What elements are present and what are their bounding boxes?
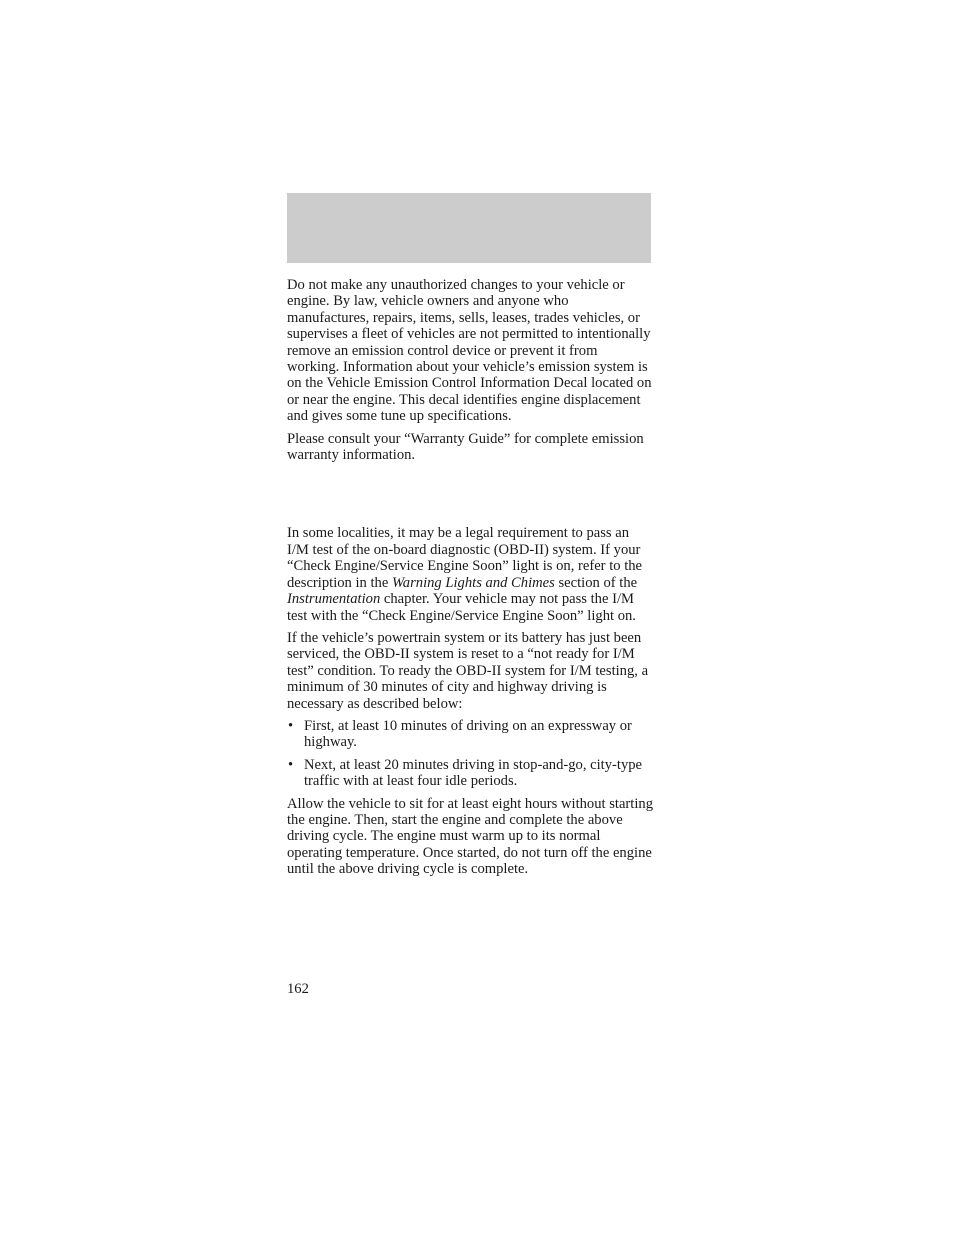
im-test-text-b: section of the (554, 574, 638, 591)
bullet-icon: • (288, 756, 294, 773)
warranty-guide-paragraph: Please consult your “Warranty Guide” for complete emission warranty information. (287, 430, 644, 464)
list-item (287, 757, 653, 790)
warning-lights-reference: Warning Lights and Chimes (391, 574, 555, 591)
obd-reset-paragraph: If the vehicle’s powertrain system or its battery has just been serviced, the OBD-II system is reset to a “not ready for I/M test” condition. To ready the OBD-II system for I/M testing, a minimum of 30 minutes of city and highway driving is necessary as described below: (287, 629, 649, 712)
driving-cycle-list (287, 718, 653, 790)
bullet-icon: • (288, 717, 294, 734)
instrumentation-reference: Instrumentation (287, 591, 381, 608)
im-test-paragraph (287, 525, 653, 623)
drive-cycle-instructions-paragraph: Allow the vehicle to sit for at least eight hours without starting the engine. Then, start the engine and complete the above driving cycle. The engine must warm up to its normal operating temperature. Once started, do not turn off the engine until the above driving cycle is complete. (287, 795, 653, 878)
section-spacer (287, 469, 653, 525)
list-item-text: Next, at least 20 minutes driving in stop-and-go, city-type traffic with at least four idle periods. (304, 756, 643, 790)
page-number: 162 (287, 981, 309, 997)
list-item-text: First, at least 10 minutes of driving on an expressway or highway. (304, 717, 632, 751)
unauthorized-changes-paragraph: Do not make any unauthorized changes to your vehicle or engine. By law, vehicle owners and anyone who manufactures, repairs, items, sells, leases, trades vehicles, or supervises a fleet of vehicles are not permitted to intentionally remove an emission control device or prevent it from working. Information about your vehicle’s emission system is on the Vehicle Emission Control Information Decal located on or near the engine. This decal identifies engine displacement and gives some tune up specifications. (287, 277, 652, 425)
im-test-text-c: chapter. Your vehicle may not pass the I/M test with the “Check Engine/Service Engine Soon” light on. (287, 591, 636, 624)
list-item (287, 718, 653, 751)
page-body (287, 277, 653, 884)
section-header-band (287, 193, 651, 263)
im-test-text-a: In some localities, it may be a legal requirement to pass an I/M test of the on-board diagnostic (OBD-II) system. If your “Check Engine/Service Engine Soon” light is on, refer to the description in the (287, 525, 643, 591)
